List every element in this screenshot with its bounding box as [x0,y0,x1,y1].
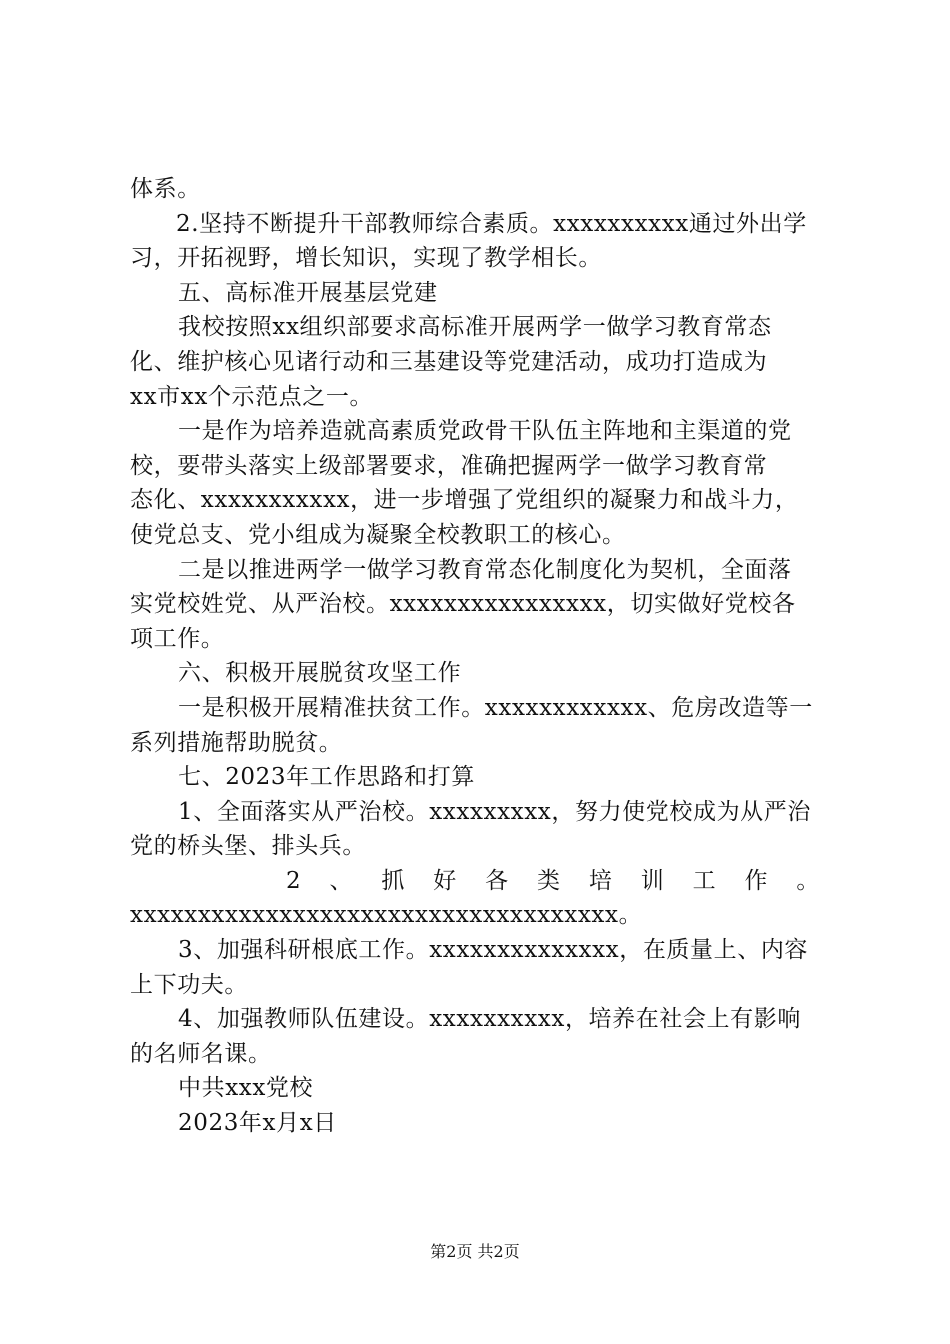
justified-char: 工 [692,867,717,894]
text-line: 上下功夫。 [130,971,248,998]
text-line: 使党总支、党小组成为凝聚全校教职工的核心。 [130,521,626,548]
text-line: 系列措施帮助脱贫。 [130,729,343,756]
text-line: 化、维护核心见诸行动和三基建设等党建活动，成功打造成为 [130,348,768,375]
text-line: 一是作为培养造就高素质党政骨干队伍主阵地和主渠道的党 [178,418,792,445]
text-line: 项工作。 [130,625,225,652]
justified-char: 类 [537,867,561,894]
justified-char: 抓 [381,867,405,894]
justified-char: 好 [433,867,457,894]
justified-char: 培 [588,867,613,894]
text-line: 4、加强教师队伍建设。xxxxxxxxxx，培养在社会上有影响 [178,1006,801,1033]
text-line: 我校按照xx组织部要求高标准开展两学一做学习教育常态 [178,314,772,341]
signature-date: 2023年x月x日 [178,1110,337,1137]
text-line: 一是积极开展精准扶贫工作。xxxxxxxxxxxx、危房改造等一 [178,694,813,721]
text-line: 的名师名课。 [130,1040,272,1067]
text-line: xxxxxxxxxxxxxxxxxxxxxxxxxxxxxxxxxxxx。 [130,902,643,929]
text-line: 校，要带头落实上级部署要求，准确把握两学一做学习教育常 [130,452,768,479]
text-line: 党的桥头堡、排头兵。 [130,833,366,860]
justified-char: 训 [640,867,665,894]
section-heading: 七、2023年工作思路和打算 [178,764,475,791]
signature-org: 中共xxx党校 [178,1075,314,1102]
justified-char: 作 [744,867,769,894]
text-line: 1、全面落实从严治校。xxxxxxxxx，努力使党校成为从严治 [178,798,811,825]
text-line: 体系。 [130,176,201,202]
text-line: 习，开拓视野，增长知识，实现了教学相长。 [130,245,602,272]
text-line: 2.坚持不断提升干部教师综合素质。xxxxxxxxxx通过外出学 [176,210,807,237]
text-line: 二是以推进两学一做学习教育常态化制度化为契机，全面落 [178,556,792,583]
text-line: 实党校姓党、从严治校。xxxxxxxxxxxxxxxx，切实做好党校各 [130,591,796,618]
justified-char: 各 [485,867,509,894]
text-line: 3、加强科研根底工作。xxxxxxxxxxxxxx，在质量上、内容 [178,937,809,964]
text-line: xx市xx个示范点之一。 [130,383,374,410]
page-footer: 第2页 共2页 [430,1242,520,1261]
justified-char: 。 [796,867,820,894]
text-line: 态化、xxxxxxxxxxx，进一步增强了党组织的凝聚力和战斗力， [130,487,799,514]
section-heading: 五、高标准开展基层党建 [178,279,438,306]
document-body [130,172,830,1141]
section-heading: 六、积极开展脱贫攻坚工作 [178,660,462,687]
justified-char: 、 [329,867,354,894]
justified-char: 2 [286,867,302,894]
justified-line [130,864,830,899]
